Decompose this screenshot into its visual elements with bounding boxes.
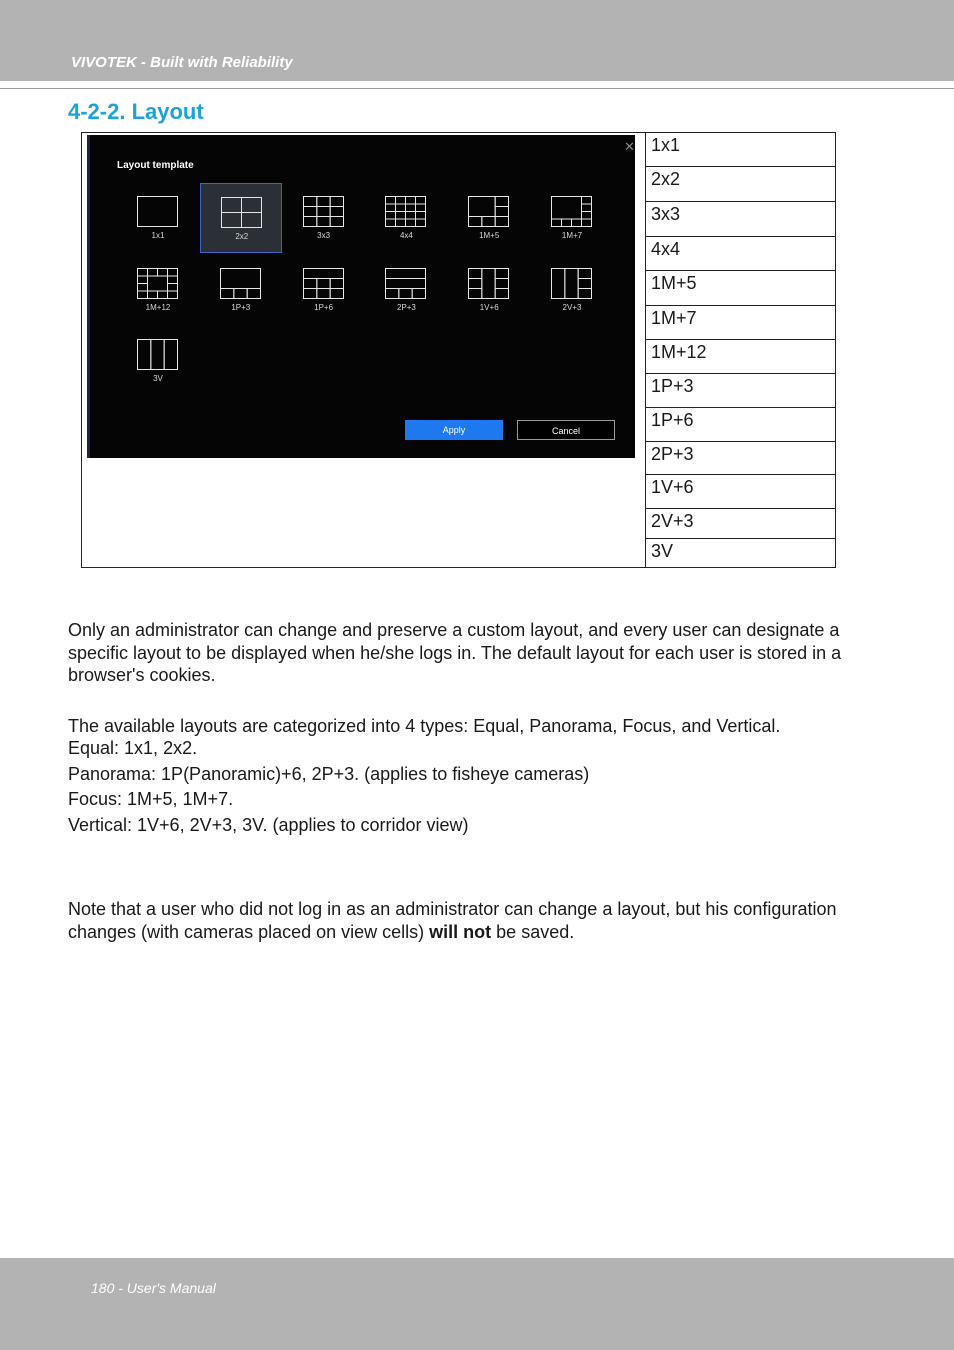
layout-cell [303, 288, 316, 298]
layout-list-row [646, 340, 836, 374]
layout-cell [138, 197, 178, 227]
template-label: 2x2 [235, 232, 249, 241]
layout-cell [220, 288, 233, 298]
apply-button[interactable]: Apply [405, 420, 503, 440]
layout-cell [469, 268, 482, 278]
page-header [0, 0, 954, 81]
layout-cell [168, 291, 178, 299]
layout-cell [416, 197, 426, 205]
layout-cell [330, 288, 343, 298]
layout-cell [582, 219, 592, 227]
layout-cell [386, 288, 399, 298]
layout-cell [221, 198, 241, 213]
layout-cell [495, 288, 508, 298]
layout-list-label: 1M+12 [651, 342, 707, 362]
layout-cell [396, 204, 406, 212]
layout-cell [138, 340, 151, 370]
layout-template-1v-plus-6[interactable] [448, 255, 530, 325]
layout-cell [168, 268, 178, 276]
layout-cell [316, 288, 329, 298]
layout-cell [241, 198, 261, 213]
layout-name-list [645, 133, 836, 567]
layout-cell [582, 197, 592, 205]
layout-grid-icon [468, 268, 509, 299]
paragraph-admin-layout: Only an administrator can change and preserve a custom layout, and every user can designate a specific layout to be displayed when he/she logs in. The default layout for each user is stored in a browser's cookies. [68, 620, 842, 685]
layout-cell [406, 204, 416, 212]
layout-cell [552, 219, 562, 227]
cancel-button[interactable]: Cancel [517, 420, 615, 440]
layout-cell [482, 268, 495, 298]
layout-list-label: 1P+6 [651, 410, 694, 430]
layout-template-1m-plus-12[interactable] [117, 255, 199, 325]
layout-template-1p-plus-3[interactable] [200, 255, 282, 325]
layout-cell [158, 268, 168, 276]
layout-cell [416, 212, 426, 220]
layout-grid-icon [303, 196, 344, 227]
layout-cell [386, 204, 396, 212]
template-label: 1x1 [151, 231, 165, 240]
layout-cell [303, 278, 316, 288]
layout-list-row [646, 271, 836, 306]
layout-cell [495, 278, 508, 288]
layout-template-1p-plus-6[interactable] [283, 255, 365, 325]
layout-cell [316, 197, 329, 207]
layout-cell [495, 268, 508, 278]
layout-list-label: 2x2 [651, 169, 681, 189]
layout-grid-icon [220, 268, 261, 299]
note-end: be saved. [491, 921, 575, 942]
layout-cell [406, 219, 416, 227]
layout-list-row [646, 167, 836, 202]
layout-grid-icon [221, 197, 262, 228]
layout-cell [234, 288, 247, 298]
layout-list-row [646, 202, 836, 237]
layout-grid-icon [137, 196, 178, 227]
layout-cell [582, 212, 592, 220]
layout-list-label: 2V+3 [651, 511, 694, 531]
layout-cell [386, 278, 426, 288]
layout-cell [138, 276, 148, 284]
layout-cell [469, 217, 482, 227]
layout-cell [399, 288, 412, 298]
layout-template-2v-plus-3[interactable] [531, 255, 613, 325]
layout-cell [552, 197, 582, 220]
close-icon[interactable]: ✕ [624, 139, 635, 154]
layout-list-label: 1V+6 [651, 477, 694, 497]
template-label: 1M+5 [479, 231, 500, 240]
layout-list-label: 1x1 [651, 135, 681, 155]
layout-cell [469, 288, 482, 298]
layout-list-label: 3V [651, 541, 674, 561]
layout-cell [386, 219, 396, 227]
layout-list-label: 1M+5 [651, 273, 697, 293]
layout-cell [148, 276, 168, 291]
layout-cell [469, 197, 496, 217]
layout-cell [164, 340, 177, 370]
layout-template-screenshot [87, 135, 635, 458]
template-label: 1P+6 [314, 302, 334, 312]
equal-line: Equal: 1x1, 2x2. [68, 738, 198, 758]
layout-cell [330, 217, 343, 227]
layout-cell [495, 207, 508, 217]
layout-cell [316, 207, 329, 217]
layout-cell [138, 291, 148, 299]
template-label: 3V [153, 374, 163, 383]
layout-cell [330, 197, 343, 207]
layout-list-label: 1P+3 [651, 376, 694, 396]
layout-cell [572, 219, 582, 227]
template-label: 1P+3 [231, 302, 251, 312]
header-divider [0, 88, 954, 89]
layout-cell [151, 340, 164, 370]
layout-list-row [646, 475, 836, 509]
layout-grid-icon [385, 268, 426, 299]
layout-cell [552, 268, 565, 298]
layout-cell [303, 217, 316, 227]
layout-grid-icon [137, 268, 178, 299]
layout-cell [168, 283, 178, 291]
layout-template-1m-plus-7[interactable] [531, 183, 613, 253]
layout-template-3v[interactable] [117, 326, 199, 396]
note-text: Note that a user who did not log in as an administrator can change a layout, but his configuration changes (with cameras placed on view cells) [68, 899, 837, 942]
layout-grid-icon [385, 196, 426, 227]
layout-cell [562, 219, 572, 227]
layout-cell [241, 213, 261, 228]
note-bold: will not [429, 921, 492, 942]
layout-cell [148, 268, 158, 276]
layout-template-2p-plus-3[interactable] [365, 255, 447, 325]
layout-list-row [646, 374, 836, 408]
layout-cell [386, 197, 396, 205]
layout-template-3x3[interactable] [283, 183, 365, 253]
paragraph-layout-types: The available layouts are categorized into 4 types: Equal, Panorama, Focus, and Vertical. [68, 716, 781, 736]
layout-cell [482, 217, 495, 227]
layout-cell [469, 278, 482, 288]
layout-cell [168, 276, 178, 284]
layout-cell [413, 288, 426, 298]
layout-template-2x2[interactable] [200, 183, 282, 253]
layout-template-4x4[interactable] [365, 183, 447, 253]
layout-cell [495, 217, 508, 227]
layout-list-label: 3x3 [651, 204, 681, 224]
layout-cell [330, 278, 343, 288]
layout-grid-icon [137, 339, 178, 370]
layout-cell [148, 291, 158, 299]
layout-template-1x1[interactable] [117, 183, 199, 253]
layout-cell [406, 212, 416, 220]
layout-grid-icon [551, 196, 592, 227]
layout-cell [316, 278, 329, 288]
section-title: 4-2-2. Layout [68, 99, 204, 124]
layout-list-row [646, 442, 836, 475]
layout-list-row [646, 408, 836, 442]
layout-template-1m-plus-5[interactable] [448, 183, 530, 253]
template-label: 4x4 [399, 231, 413, 240]
layout-cell [416, 204, 426, 212]
layout-cell [578, 288, 591, 298]
page-footer [0, 1258, 954, 1350]
layout-cell [396, 197, 406, 205]
layout-cell [406, 197, 416, 205]
layout-cell [138, 268, 148, 276]
layout-figure-table [81, 132, 836, 568]
layout-list-row [646, 237, 836, 271]
layout-cell [247, 288, 260, 298]
template-label: 1M+7 [561, 231, 583, 240]
dialog-title: Layout template [117, 160, 194, 171]
layout-cell [396, 219, 406, 227]
layout-cell [220, 268, 260, 288]
template-label: 1M+12 [145, 302, 171, 312]
layout-cell [578, 278, 591, 288]
layout-list-row [646, 306, 836, 340]
layout-cell [303, 197, 316, 207]
window-edge [87, 135, 90, 458]
layout-cell [578, 268, 591, 278]
layout-list-label: 1M+7 [651, 308, 697, 328]
layout-cell [495, 197, 508, 207]
layout-cell [303, 268, 343, 278]
layout-cell [582, 204, 592, 212]
layout-cell [416, 219, 426, 227]
paragraph-note [68, 898, 898, 943]
layout-list-row [646, 133, 836, 167]
layout-cell [386, 212, 396, 220]
layout-list-row [646, 539, 836, 568]
brand-tagline: VIVOTEK - Built with Reliability [71, 54, 293, 71]
panorama-line: Panorama: 1P(Panoramic)+6, 2P+3. (applies to fisheye cameras) [68, 764, 590, 784]
layout-cell [396, 212, 406, 220]
layout-list-row [646, 509, 836, 539]
layout-cell [158, 291, 168, 299]
layout-cell [565, 268, 578, 298]
layout-cell [330, 207, 343, 217]
layout-cell [316, 217, 329, 227]
layout-cell [303, 207, 316, 217]
layout-list-label: 4x4 [651, 239, 681, 259]
template-label: 1V+6 [479, 302, 499, 312]
template-label: 2V+3 [562, 302, 582, 312]
layout-list-label: 2P+3 [651, 444, 694, 464]
layout-grid-icon [303, 268, 344, 299]
vertical-line: Vertical: 1V+6, 2V+3, 3V. (applies to corridor view) [68, 815, 469, 835]
template-label: 3x3 [317, 231, 331, 240]
layout-grid-icon [468, 196, 509, 227]
focus-line: Focus: 1M+5, 1M+7. [68, 789, 234, 809]
layout-cell [138, 283, 148, 291]
layout-grid-icon [551, 268, 592, 299]
template-label: 2P+3 [396, 302, 416, 312]
page-number: 180 - User's Manual [91, 1280, 216, 1296]
layout-cell [221, 213, 241, 228]
layout-cell [386, 268, 426, 278]
